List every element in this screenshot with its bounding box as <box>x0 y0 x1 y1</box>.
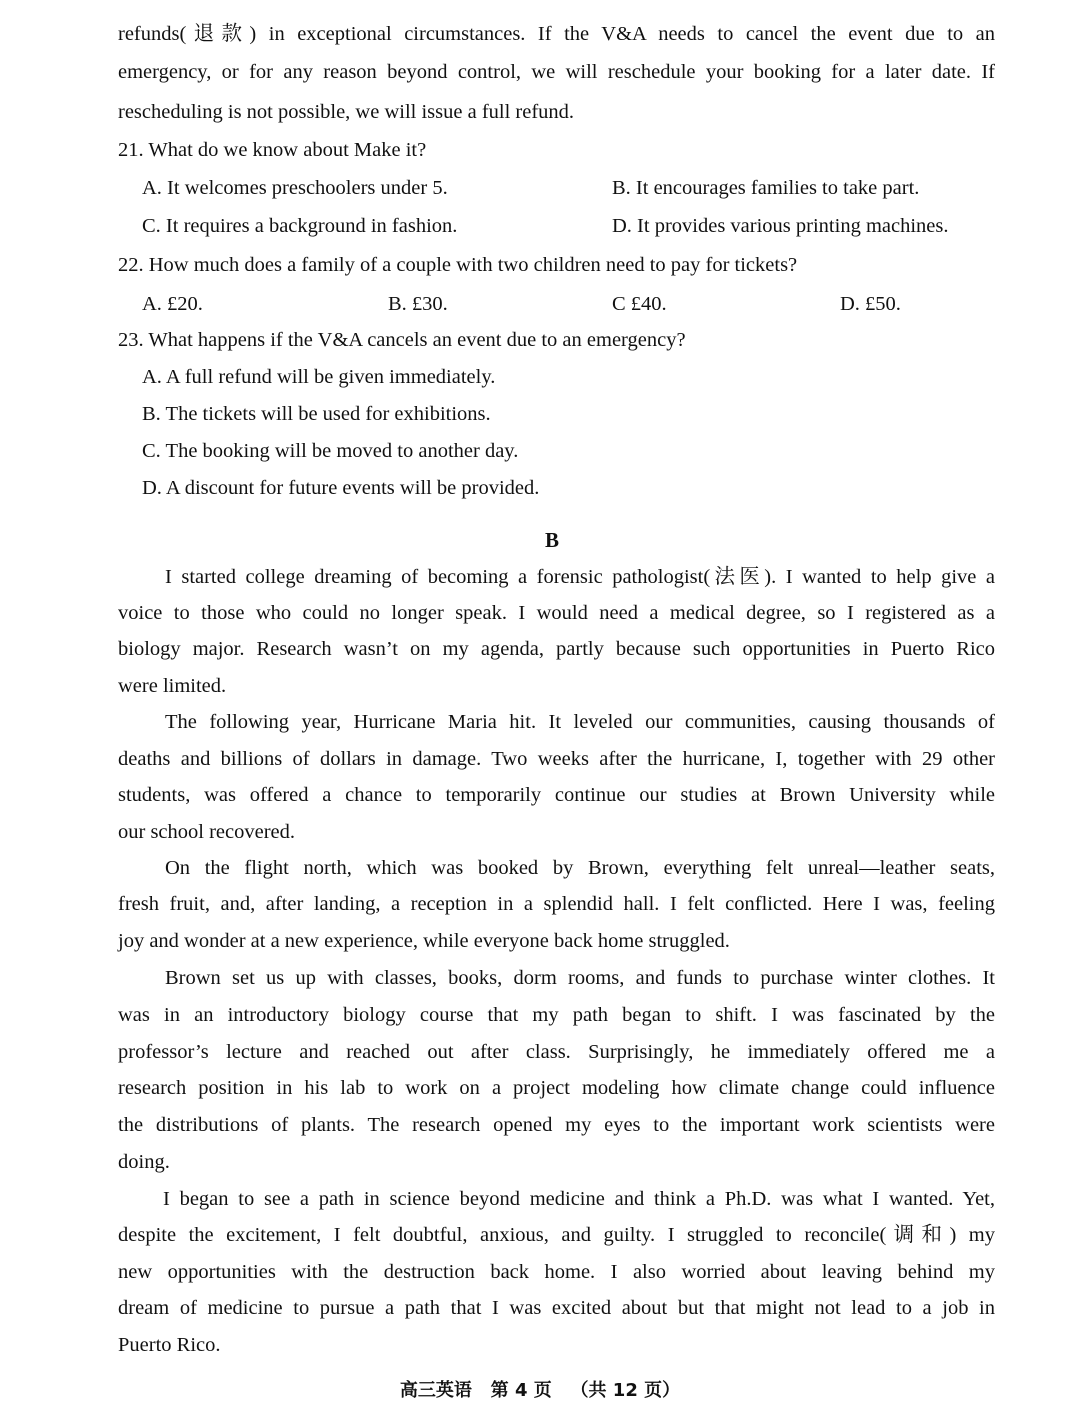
paragraph-2-line: The following year, Hurricane Maria hit. It leveled our communities, causing thousands of <box>165 711 995 733</box>
question-22-option-a[interactable]: A. £20. <box>142 293 203 315</box>
question-22-option-b[interactable]: B. £30. <box>388 293 448 315</box>
paragraph-3-line: On the flight north, which was booked by Brown, everything felt unreal—leather seats, <box>165 857 995 879</box>
paragraph-2-line: students, was offered a chance to temporarily continue our studies at Brown University while <box>118 784 995 806</box>
question-23-option-b[interactable]: B. The tickets will be used for exhibitions. <box>142 403 491 425</box>
question-23-option-a[interactable]: A. A full refund will be given immediately. <box>142 366 496 388</box>
paragraph-1-line: voice to those who could no longer speak. I would need a medical degree, so I registered as a <box>118 602 995 624</box>
paragraph-5-line: dream of medicine to pursue a path that I was excited about but that might not lead to a job in <box>118 1297 995 1319</box>
paragraph-4-line: Brown set us up with classes, books, dorm rooms, and funds to purchase winter clothes. It <box>165 967 995 989</box>
paragraph-5-line: new opportunities with the destruction back home. I also worried about leaving behind my <box>118 1261 995 1283</box>
paragraph-2-line: our school recovered. <box>118 821 296 843</box>
paragraph-1-line: were limited. <box>118 675 227 697</box>
paragraph-3-line: joy and wonder at a new experience, while everyone back home struggled. <box>118 930 730 952</box>
question-22-stem: 22. How much does a family of a couple with two children need to pay for tickets? <box>118 254 798 276</box>
paragraph-4-line: research position in his lab to work on a project modeling how climate change could influence <box>118 1077 995 1099</box>
paragraph-5-line: Puerto Rico. <box>118 1334 221 1356</box>
paragraph-4-line: was in an introductory biology course that my path began to shift. I was fascinated by the <box>118 1004 995 1026</box>
passage-line: emergency, or for any reason beyond control, we will reschedule your booking for a later date. If <box>118 61 995 83</box>
paragraph-1-line: I started college dreaming of becoming a forensic pathologist(法医). I wanted to help give a <box>165 566 995 588</box>
page-footer: 高三英语 第 4 页 （共 12 页） <box>399 1380 681 1401</box>
question-22-option-c[interactable]: C £40. <box>612 293 667 315</box>
paragraph-4-line: doing. <box>118 1151 170 1173</box>
paragraph-2-line: deaths and billions of dollars in damage. Two weeks after the hurricane, I, together with 29 other <box>118 748 995 770</box>
question-22-option-d[interactable]: D. £50. <box>840 293 901 315</box>
question-21-stem: 21. What do we know about Make it? <box>118 139 427 161</box>
section-b-title: B <box>544 528 559 552</box>
paragraph-5-line: despite the excitement, I felt doubtful, anxious, and guilty. I struggled to reconcile(调和) my <box>118 1224 995 1246</box>
question-23-stem: 23. What happens if the V&A cancels an event due to an emergency? <box>118 329 686 351</box>
question-21-option-a[interactable]: A. It welcomes preschoolers under 5. <box>142 177 448 199</box>
paragraph-1-line: biology major. Research wasn’t on my agenda, partly because such opportunities in Puerto Rico <box>118 638 995 660</box>
question-23-option-d[interactable]: D. A discount for future events will be provided. <box>142 477 540 499</box>
paragraph-3-line: fresh fruit, and, after landing, a reception in a splendid hall. I felt conflicted. Here I was, feeling <box>118 893 995 915</box>
paragraph-5-line: I began to see a path in science beyond medicine and think a Ph.D. was what I wanted. Yet, <box>163 1188 995 1210</box>
passage-line: refunds(退款) in exceptional circumstances. If the V&A needs to cancel the event due to an <box>118 23 995 45</box>
question-21-option-c[interactable]: C. It requires a background in fashion. <box>142 215 458 237</box>
passage-line: rescheduling is not possible, we will issue a full refund. <box>118 101 575 123</box>
question-23-option-c[interactable]: C. The booking will be moved to another day. <box>142 440 519 462</box>
paragraph-4-line: professor’s lecture and reached out after class. Surprisingly, he immediately offered me a <box>118 1041 995 1063</box>
question-21-option-d[interactable]: D. It provides various printing machines. <box>612 215 949 237</box>
paragraph-4-line: the distributions of plants. The research opened my eyes to the important work scientists were <box>118 1114 995 1136</box>
question-21-option-b[interactable]: B. It encourages families to take part. <box>612 177 920 199</box>
